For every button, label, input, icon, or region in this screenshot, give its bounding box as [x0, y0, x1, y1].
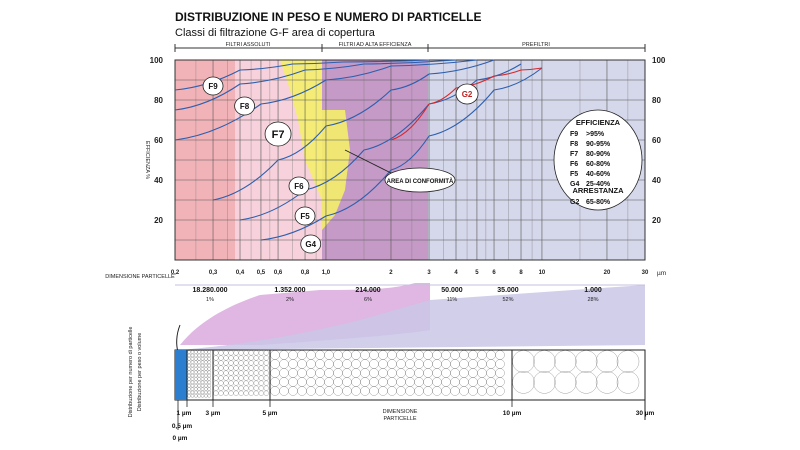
band-label-prefilter: PREFILTRI [522, 42, 550, 48]
legend-range-f9: >95% [586, 131, 605, 138]
x-tick-label: 4 [454, 270, 458, 276]
x-tick-label: 0,2 [170, 270, 180, 276]
size-scale-title-2: PARTICELLE [383, 416, 417, 422]
y-tick-label-left: 40 [154, 176, 163, 185]
band-label-high-efficiency: FILTRI AD ALTA EFFICIENZA [338, 42, 412, 48]
size-scale-label: 3 µm [205, 410, 221, 417]
efficiency-legend [554, 110, 642, 210]
curve-label-f7: F7 [271, 129, 285, 141]
x-tick-label: 2 [389, 270, 393, 276]
y-axis-title: EFFICIENZA % [144, 140, 150, 180]
particle-count-number: 1.352.000 [274, 287, 306, 294]
y-tick-label-right: 20 [652, 216, 661, 225]
y-tick-label-right: 60 [652, 136, 661, 145]
particle-count-weight: 52% [502, 297, 514, 303]
legend-class-f7: F7 [570, 151, 579, 158]
legend-range-f6: 60-80% [586, 161, 611, 168]
curve-label-f9: F9 [208, 82, 218, 91]
particle-count-number: 18.280.000 [192, 287, 228, 294]
curve-label-g4: G4 [305, 240, 317, 249]
x-axis-title: DIMENSIONE PARTICELLE [105, 274, 175, 280]
distribution-number-label: Distribuzione per numero di particelle [128, 326, 134, 418]
size-scale-title-1: DIMENSIONE [382, 409, 418, 415]
legend-range-f8: 90-95% [586, 141, 611, 148]
legend-title-2: ARRESTANZA [572, 186, 624, 195]
particle-count-weight: 28% [587, 297, 599, 303]
y-tick-label-right: 100 [652, 56, 666, 65]
legend-class-g2: G2 [570, 199, 580, 206]
x-axis-unit: µm [657, 270, 667, 277]
distribution-weight-label: Distribuzione per peso o volume [137, 332, 143, 412]
y-tick-label-right: 40 [652, 176, 661, 185]
x-tick-label: 5 [475, 270, 479, 276]
legend-title: EFFICIENZA [575, 118, 621, 127]
legend-class-g4: G4 [570, 181, 580, 188]
particle-count-number: 1.000 [584, 287, 602, 294]
particle-count-weight: 1% [206, 297, 214, 303]
curve-label-g2: G2 [461, 90, 473, 99]
chart-subtitle: Classi di filtrazione G-F area di copertura [175, 27, 375, 39]
band-header [175, 42, 645, 52]
particle-count-number: 35.000 [497, 287, 519, 294]
x-tick-label: 0,3 [208, 270, 218, 276]
x-tick-label: 0,4 [235, 270, 245, 276]
x-tick-label: 30 [641, 270, 649, 276]
distribution-section [128, 283, 654, 442]
legend-class-f6: F6 [570, 161, 579, 168]
particle-count-weight: 11% [446, 297, 458, 303]
chart-title: DISTRIBUZIONE IN PESO E NUMERO DI PARTICELLE [175, 10, 482, 24]
particle-count-number: 50.000 [441, 287, 463, 294]
legend-range-f5: 40-60% [586, 171, 611, 178]
legend-class-f5: F5 [570, 171, 579, 178]
legend-class-f9: F9 [570, 131, 579, 138]
legend-range-g4: 25-40% [586, 181, 611, 188]
legend-class-f8: F8 [570, 141, 579, 148]
legend-range-g2: 65-80% [586, 199, 611, 206]
x-tick-label: 1,0 [321, 270, 331, 276]
y-tick-label-left: 60 [154, 136, 163, 145]
x-axis [171, 270, 649, 276]
conformity-label: AREA DI CONFORMITÀ [386, 179, 454, 185]
size-scale-label: 5 µm [262, 410, 278, 417]
x-tick-label: 3 [427, 270, 431, 276]
particle-count-weight: 2% [286, 297, 294, 303]
band-label-absolute: FILTRI ASSOLUTI [225, 42, 271, 48]
curve-label-f5: F5 [300, 212, 310, 221]
curve-label-f8: F8 [239, 102, 250, 111]
x-tick-label: 0,8 [300, 270, 310, 276]
x-tick-label: 10 [538, 270, 546, 276]
y-tick-label-left: 100 [149, 56, 163, 65]
y-tick-label-left: 80 [154, 96, 163, 105]
particle-count-weight: 6% [364, 297, 372, 303]
size-scale-label: 30 µm [635, 410, 655, 417]
x-tick-label: 8 [519, 270, 523, 276]
size-scale-label-zero: 0 µm [172, 435, 188, 442]
x-tick-label: 20 [603, 270, 611, 276]
y-tick-label-left: 20 [154, 216, 163, 225]
particle-count-number: 214.000 [355, 287, 381, 294]
size-bar-frame [175, 350, 645, 400]
curve-label-f6: F6 [294, 182, 304, 191]
x-tick-label: 0,5 [256, 270, 266, 276]
size-scale-label: 10 µm [502, 410, 522, 417]
legend-range-f7: 80-90% [586, 151, 611, 158]
x-tick-label: 0,6 [273, 270, 283, 276]
size-scale-label: 1 µm [176, 410, 192, 417]
size-scale-label-half: 0,5 µm [171, 423, 193, 430]
x-tick-label: 6 [492, 270, 496, 276]
size-segment-0 [175, 350, 187, 400]
y-tick-label-right: 80 [652, 96, 661, 105]
